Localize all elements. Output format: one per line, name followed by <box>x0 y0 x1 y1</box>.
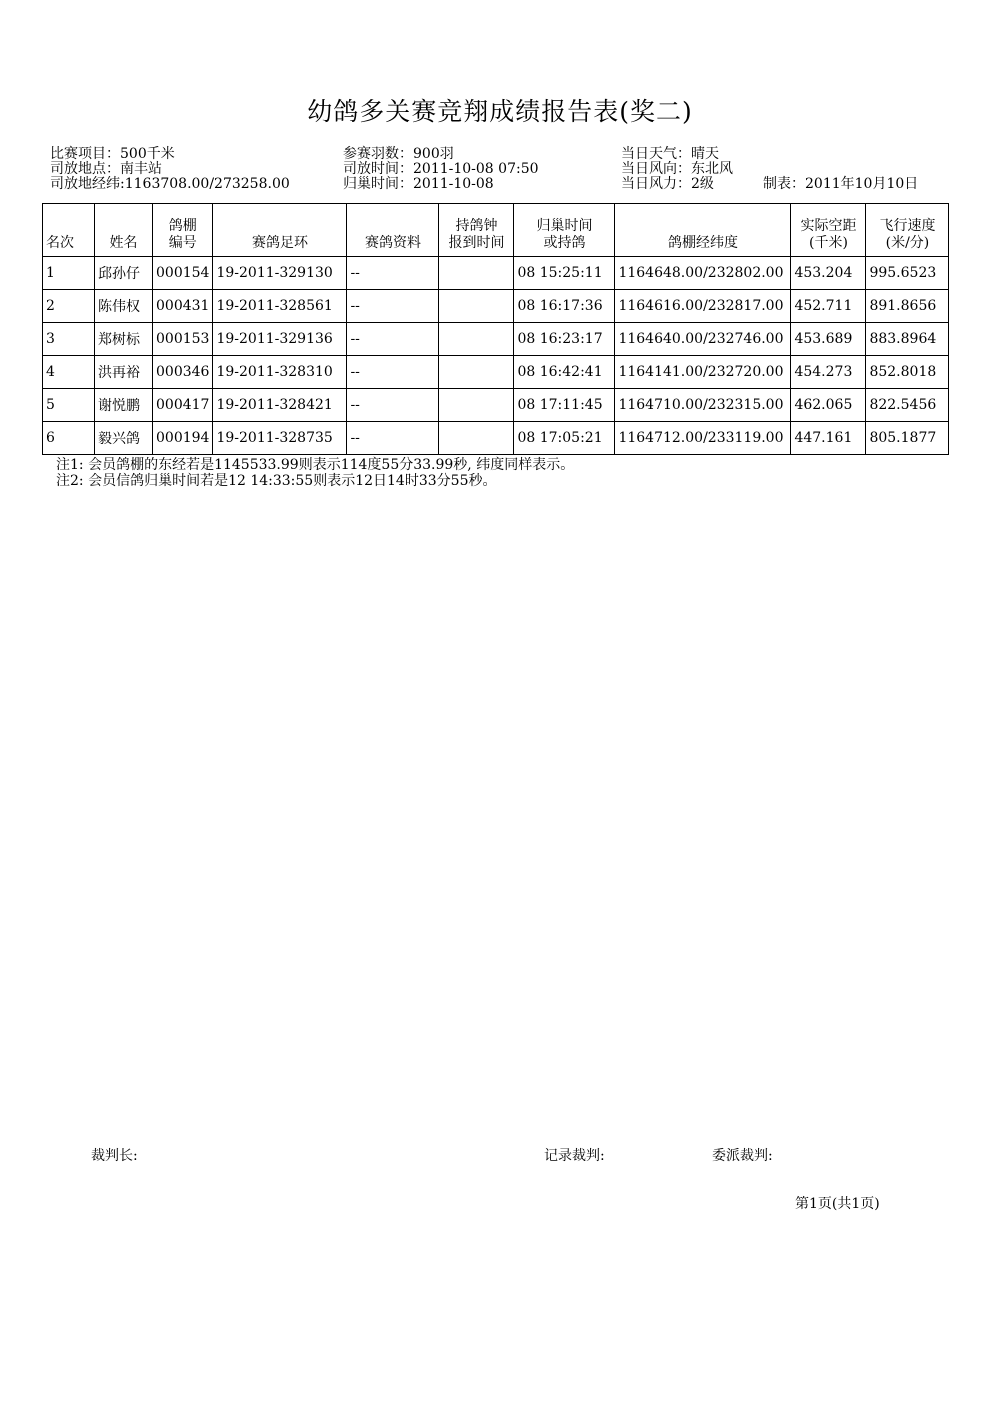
table-cell: 郑树标 <box>95 323 153 356</box>
column-header: 鸽棚经纬度 <box>615 204 791 257</box>
table-body <box>43 257 949 455</box>
table-cell: 000153 <box>153 323 213 356</box>
column-header: 赛鸽资料 <box>347 204 439 257</box>
column-header: 持鸽钟 报到时间 <box>439 204 514 257</box>
column-header: 姓名 <box>95 204 153 257</box>
table-cell: 陈伟权 <box>95 290 153 323</box>
weather: 当日天气：晴天 <box>621 146 719 162</box>
results-table <box>42 203 949 455</box>
table-cell: 000154 <box>153 257 213 290</box>
table-cell <box>439 389 514 422</box>
entry-count: 参赛羽数：900羽 <box>343 146 454 162</box>
table-cell: 3 <box>43 323 95 356</box>
column-header: 飞行速度 (米/分) <box>866 204 949 257</box>
table-cell: 19-2011-328561 <box>213 290 347 323</box>
table-cell: 1 <box>43 257 95 290</box>
table-cell: 1164616.00/232817.00 <box>615 290 791 323</box>
table-cell: 000431 <box>153 290 213 323</box>
table-cell: 08 17:11:45 <box>514 389 615 422</box>
table-cell: 1164710.00/232315.00 <box>615 389 791 422</box>
table-cell: 2 <box>43 290 95 323</box>
table-cell: 6 <box>43 422 95 455</box>
table-cell: 1164640.00/232746.00 <box>615 323 791 356</box>
table-cell: 1164648.00/232802.00 <box>615 257 791 290</box>
table-cell: 447.161 <box>791 422 866 455</box>
table-cell: 453.204 <box>791 257 866 290</box>
table-cell: 洪再裕 <box>95 356 153 389</box>
table-row <box>43 257 949 290</box>
table-cell: -- <box>347 389 439 422</box>
release-location: 司放地点：南丰站 <box>50 161 162 177</box>
table-cell <box>439 356 514 389</box>
table-cell <box>439 290 514 323</box>
table-cell <box>439 257 514 290</box>
record-judge-label: 记录裁判: <box>544 1148 605 1164</box>
wind-force: 当日风力：2级 <box>621 176 714 192</box>
table-cell: 1164712.00/233119.00 <box>615 422 791 455</box>
table-cell: -- <box>347 356 439 389</box>
table-header-row <box>43 204 949 257</box>
table-cell: 822.5456 <box>866 389 949 422</box>
table-cell: 462.065 <box>791 389 866 422</box>
table-cell: 19-2011-328735 <box>213 422 347 455</box>
table-row <box>43 422 949 455</box>
return-date: 归巢时间：2011-10-08 <box>343 176 494 192</box>
table-cell: 08 16:23:17 <box>514 323 615 356</box>
table-cell <box>439 422 514 455</box>
table-cell: -- <box>347 290 439 323</box>
table-cell: 852.8018 <box>866 356 949 389</box>
wind-direction: 当日风向：东北风 <box>621 161 733 177</box>
page-number: 第1页(共1页) <box>795 1196 880 1212</box>
table-cell <box>439 323 514 356</box>
table-cell: 19-2011-329130 <box>213 257 347 290</box>
appointed-judge-label: 委派裁判: <box>712 1148 773 1164</box>
release-coordinates: 司放地经纬:1163708.00/273258.00 <box>50 176 290 192</box>
race-distance: 比赛项目：500千米 <box>50 146 175 162</box>
table-cell: 995.6523 <box>866 257 949 290</box>
column-header: 赛鸽足环 <box>213 204 347 257</box>
table-row <box>43 356 949 389</box>
made-date: 制表：2011年10月10日 <box>763 176 919 192</box>
table-cell: 453.689 <box>791 323 866 356</box>
table-cell: 毅兴鸽 <box>95 422 153 455</box>
table-cell: -- <box>347 422 439 455</box>
table-cell: 000346 <box>153 356 213 389</box>
table-cell: 谢悦鹏 <box>95 389 153 422</box>
table-cell: 454.273 <box>791 356 866 389</box>
release-time: 司放时间：2011-10-08 07:50 <box>343 161 539 177</box>
table-cell: 19-2011-328310 <box>213 356 347 389</box>
column-header: 归巢时间 或持鸽 <box>514 204 615 257</box>
race-info-middle <box>343 147 539 192</box>
column-header: 鸽棚 编号 <box>153 204 213 257</box>
column-header: 名次 <box>43 204 95 257</box>
note-2: 注2: 会员信鸽归巢时间若是12 14:33:55则表示12日14时33分55秒。 <box>56 473 497 489</box>
table-cell: 805.1877 <box>866 422 949 455</box>
note-1: 注1: 会员鸽棚的东经若是1145533.99则表示114度55分33.99秒, 纬度同样表示。 <box>56 457 575 473</box>
table-cell: 1164141.00/232720.00 <box>615 356 791 389</box>
race-info-left <box>50 147 290 192</box>
table-row <box>43 290 949 323</box>
table-cell: 452.711 <box>791 290 866 323</box>
table-cell: 08 15:25:11 <box>514 257 615 290</box>
table-cell: 邱孙仔 <box>95 257 153 290</box>
chief-judge-label: 裁判长: <box>91 1148 138 1164</box>
table-cell: 08 16:42:41 <box>514 356 615 389</box>
table-cell: 19-2011-329136 <box>213 323 347 356</box>
column-header: 实际空距 (千米) <box>791 204 866 257</box>
table-cell: 883.8964 <box>866 323 949 356</box>
table-cell: -- <box>347 323 439 356</box>
notes <box>56 457 574 489</box>
table-cell: 08 17:05:21 <box>514 422 615 455</box>
table-cell: 19-2011-328421 <box>213 389 347 422</box>
table-cell: 000194 <box>153 422 213 455</box>
table-cell: -- <box>347 257 439 290</box>
table-cell: 4 <box>43 356 95 389</box>
table-cell: 5 <box>43 389 95 422</box>
table-cell: 891.8656 <box>866 290 949 323</box>
race-info-right <box>621 147 733 192</box>
table-cell: 08 16:17:36 <box>514 290 615 323</box>
table-cell: 000417 <box>153 389 213 422</box>
table-row <box>43 323 949 356</box>
table-row <box>43 389 949 422</box>
report-title: 幼鸽多关赛竞翔成绩报告表(奖二) <box>307 97 693 126</box>
